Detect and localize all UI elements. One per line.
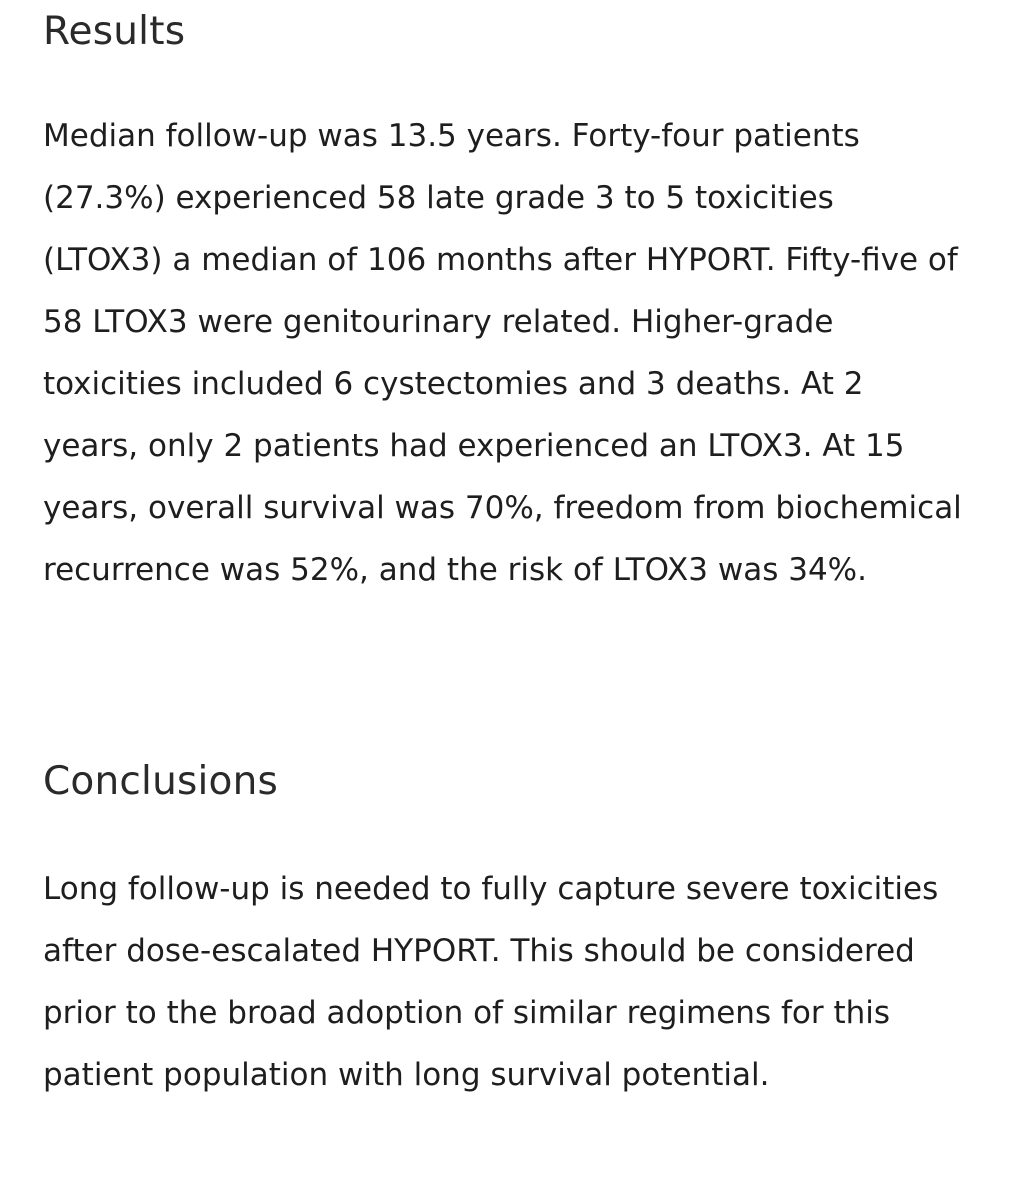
conclusions-heading: Conclusions [43, 759, 279, 804]
results-paragraph: Median follow-up was 13.5 years. Forty-four patients (27.3%) experienced 58 late grade 3 to 5 toxicities (LTOX3) a median of 106 months after HYPORT. Fifty-five of 58 LTOX3 were genitourinary related. Higher-grade toxicities included 6 cystectomies and 3 deaths. At 2 years, only 2 patients had experienced an LTOX3. At 15 years, overall survival was 70%, freedom from biochemical recurrence was 52%, and the risk of LTOX3 was 34%. [43, 118, 962, 588]
conclusions-paragraph: Long follow-up is needed to fully capture severe toxicities after dose-escalated HYPORT. This should be considered prior to the broad adoption of similar regimens for this patient population with long survival potential. [43, 871, 939, 1093]
results-heading: Results [43, 9, 186, 54]
